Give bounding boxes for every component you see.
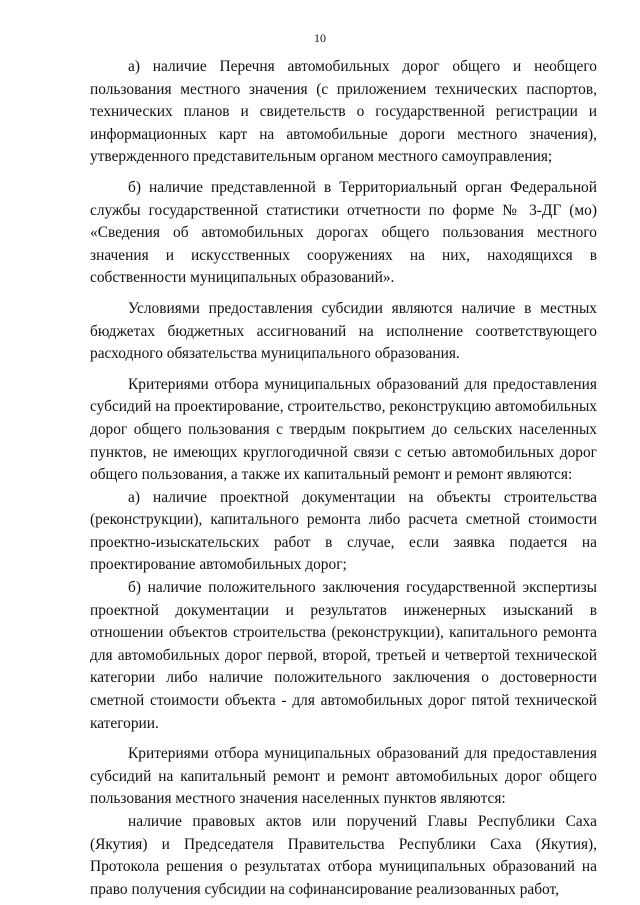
document-body (90, 56, 597, 901)
paragraph-road-list: а) наличие Перечня автомобильных дорог общего и необщего пользования местного значения (с приложением технических паспортов, технических планов и свидетельств о государственной регистрации и информационных карт на автомобильные дороги местного значения), утвержденного представительным органом местного самоуправления; (90, 58, 597, 166)
paragraph-statistics-report: б) наличие представленной в Территориальный орган Федеральной службы государственной статистики отчетности по форме № 3-ДГ (мо) «Сведения об автомобильных дорогах общего пользования местного значения и искусственных сооружениях на них, находящихся в собственности муниципальных образований». (90, 178, 597, 287)
paragraph-project-documentation: а) наличие проектной документации на объекты строительства (реконструкции), капитального ремонта либо расчета сметной стоимости проектно-изыскательских работ в случае, если заявка подается на проектирование автомобильных дорог; (90, 488, 597, 574)
paragraph-expertise-conclusion: б) наличие положительного заключения государственной экспертизы проектной документации и результатов инженерных изысканий в отношении объектов строительства (реконструкции), капитального ремонта для автомобильных дорог первой, второй, третьей и четвертой технической категории либо наличие положительного заключения о достоверности сметной стоимости объекта - для автомобильных дорог пятой технической категории. (90, 579, 597, 732)
paragraph-selection-criteria-design: Критериями отбора муниципальных образований для предоставления субсидий на проектирование, строительство, реконструкцию автомобильных дорог общего пользования с твердым покрытием до сельских населенных пунктов, не имеющих круглогодичной связи с сетью автомобильных дорог общего пользования, а также их капитальный ремонт и ремонт являются: (90, 375, 597, 484)
paragraph-legal-acts: наличие правовых актов или поручений Главы Республики Саха (Якутия) и Председателя Правительства Республики Саха (Якутия), Протокола решения о результатах отбора муниципальных образований на право получения субсидии на софинансирование реализованных работ, (90, 813, 597, 898)
paragraph-subsidy-conditions: Условиями предоставления субсидии являются наличие в местных бюджетах бюджетных ассигнований на исполнение соответствующего расходного обязательства муниципального образования. (90, 299, 597, 363)
paragraph-selection-criteria-repair: Критериями отбора муниципальных образований для предоставления субсидий на капитальный ремонт и ремонт автомобильных дорог общего пользования местного значения населенных пунктов являются: (90, 745, 597, 808)
page-number: 10 (314, 31, 326, 45)
